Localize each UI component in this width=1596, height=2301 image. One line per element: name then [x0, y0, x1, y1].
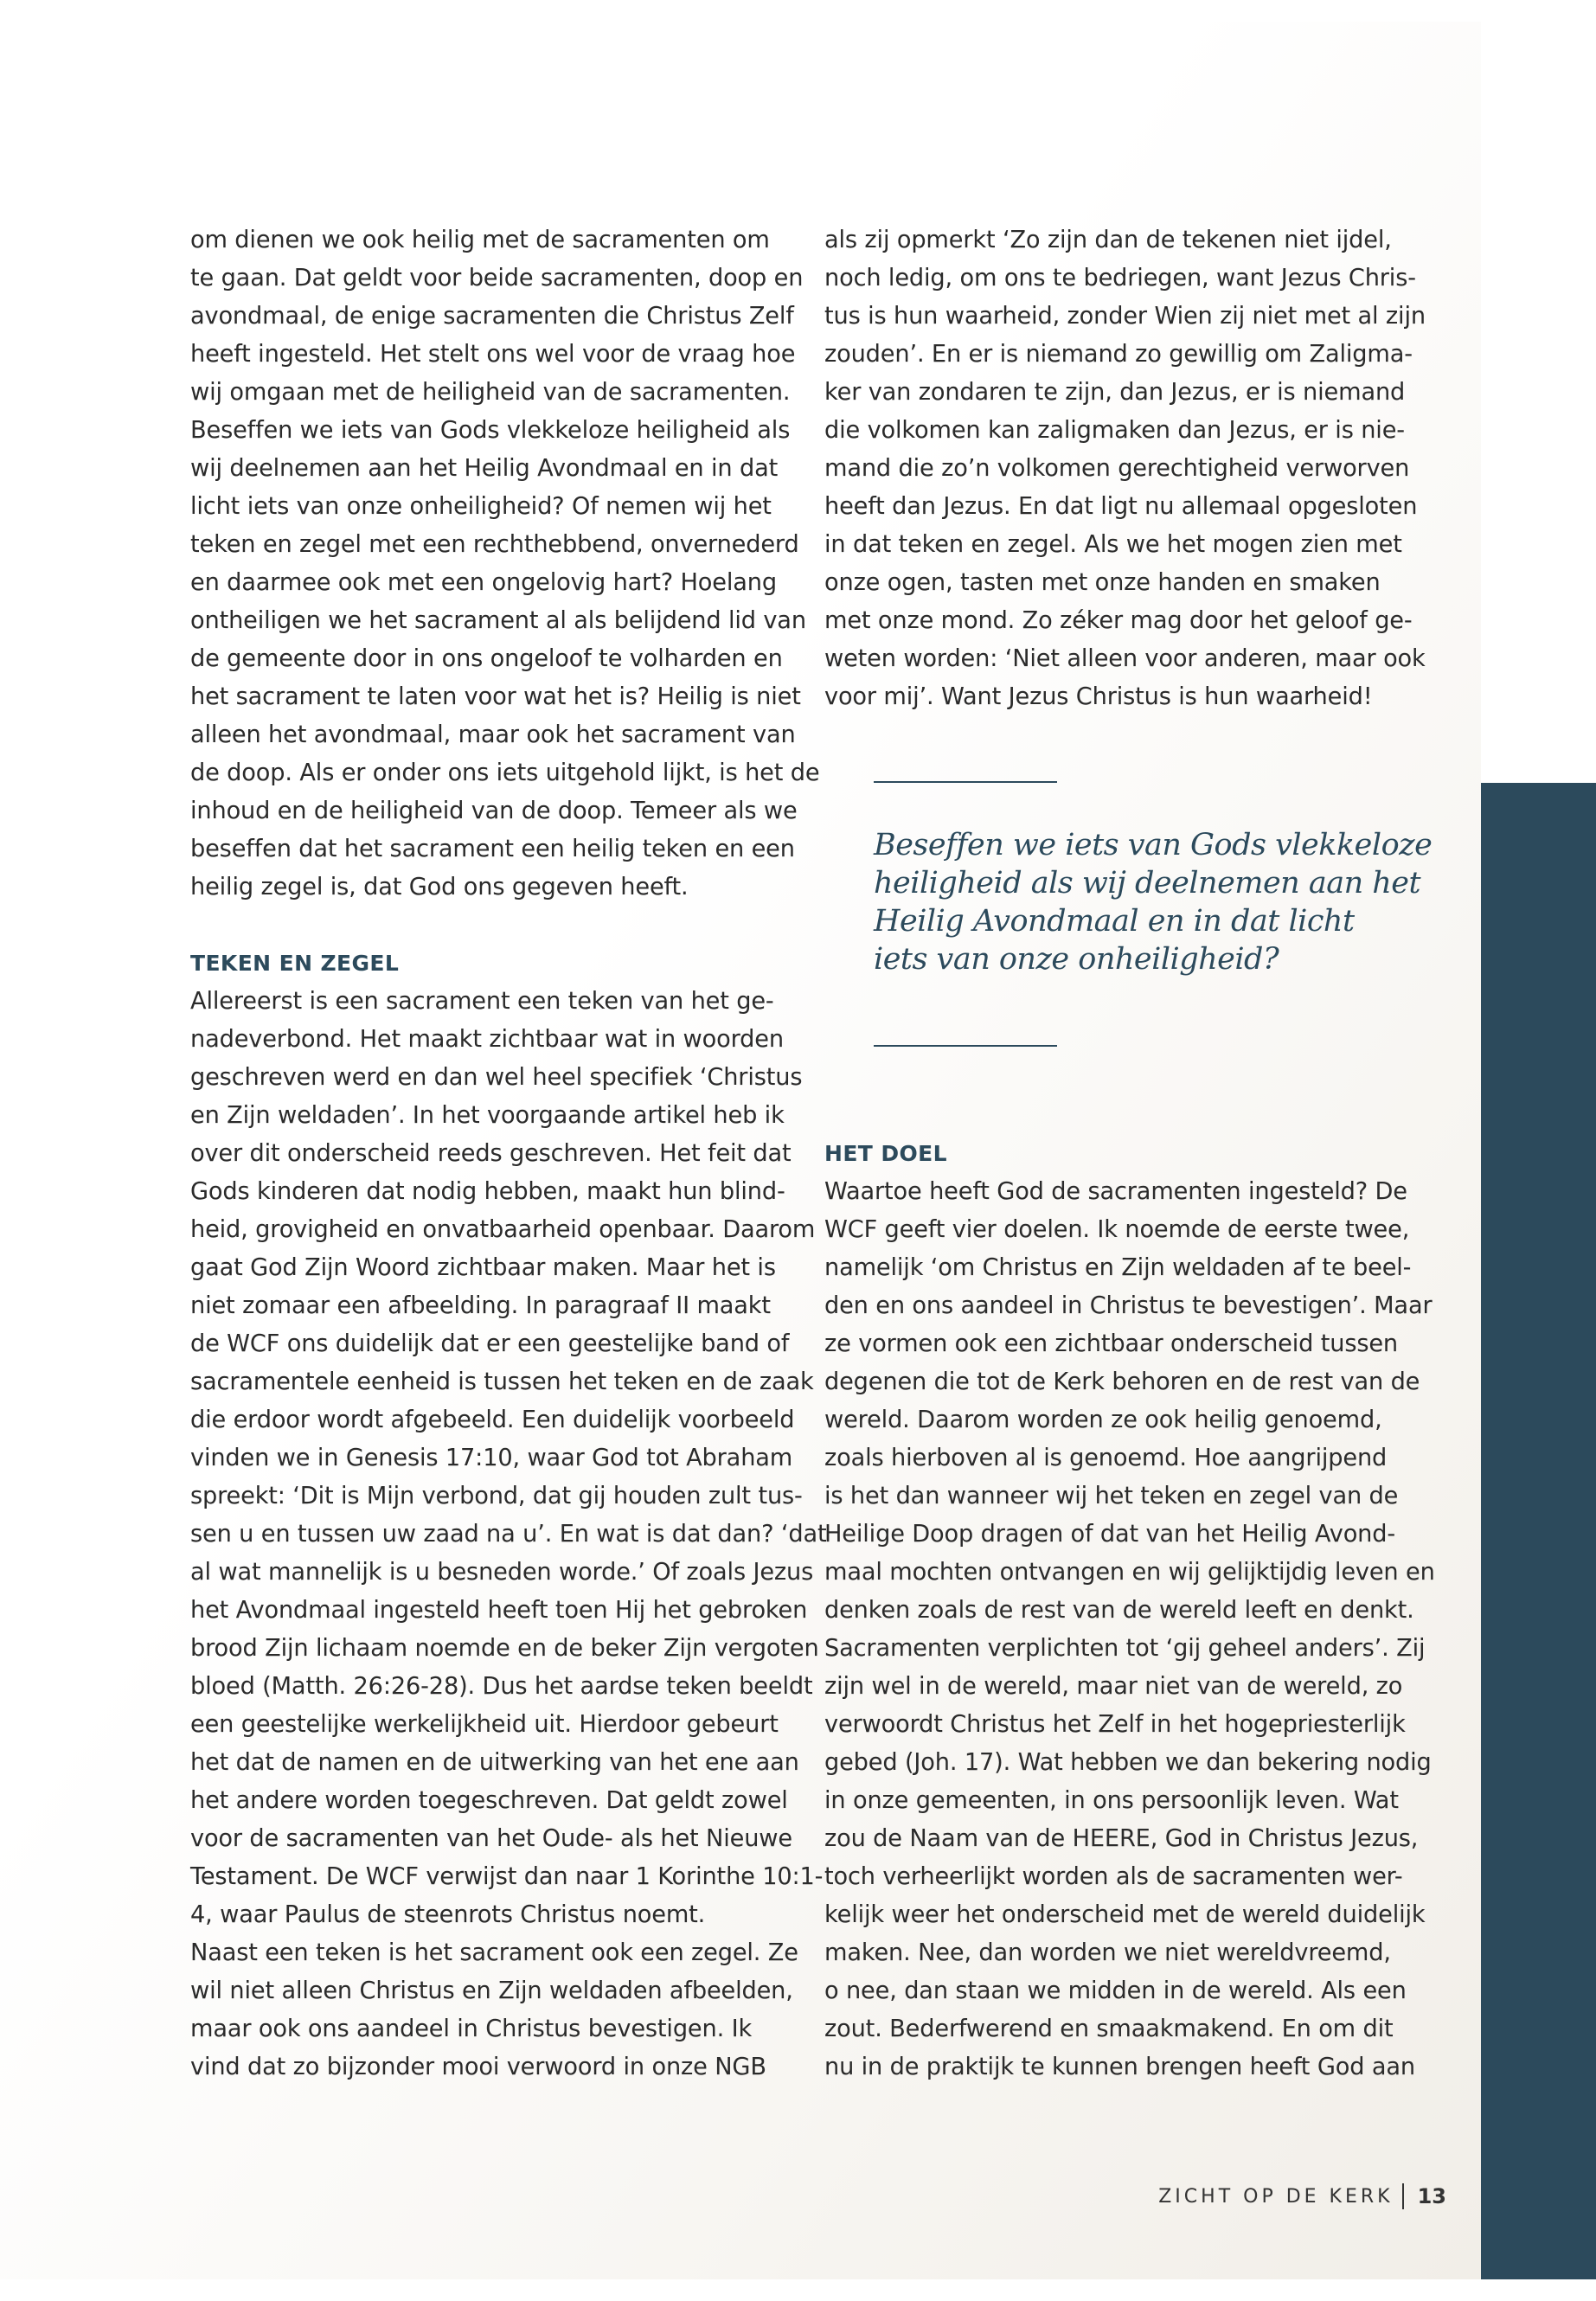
sidebar-color-bar — [1481, 783, 1596, 2279]
pull-quote-top-rule — [874, 781, 1057, 783]
text-line: heeft dan Jezus. En dat ligt nu allemaal opgesloten — [824, 493, 1418, 520]
text-line: 4, waar Paulus de steenrots Christus noemt. — [190, 1901, 706, 1928]
text-line: ker van zondaren te zijn, dan Jezus, er is niemand — [824, 379, 1406, 406]
text-line: wil niet alleen Christus en Zijn weldaden afbeelden, — [190, 1977, 793, 2004]
text-line: over dit onderscheid reeds geschreven. Het feit dat — [190, 1140, 792, 1167]
text-line: in dat teken en zegel. Als we het mogen zien met — [824, 531, 1402, 558]
text-line: gaat God Zijn Woord zichtbaar maken. Maar het is — [190, 1254, 776, 1281]
text-line: verwoordt Christus het Zelf in het hogepriesterlijk — [824, 1711, 1406, 1738]
right-section — [824, 1135, 1435, 2086]
text-line: Gods kinderen dat nodig hebben, maakt hun blind- — [190, 1178, 785, 1205]
text-line: wij omgaan met de heiligheid van de sacramenten. — [190, 379, 791, 406]
text-line: vinden we in Genesis 17:10, waar God tot Abraham — [190, 1445, 793, 1471]
text-line: de WCF ons duidelijk dat er een geestelijke band of — [190, 1330, 790, 1357]
text-line: denken zoals de rest van de wereld leeft en denkt. — [824, 1597, 1414, 1624]
text-line: spreekt: ‘Dit is Mijn verbond, dat gij houden zult tus- — [190, 1483, 803, 1509]
left-column — [190, 221, 827, 2086]
page-footer — [1158, 2183, 1446, 2209]
text-line: Waartoe heeft God de sacramenten ingesteld? De — [824, 1178, 1407, 1205]
text-line: onze ogen, tasten met onze handen en smaken — [824, 569, 1381, 596]
text-line: brood Zijn lichaam noemde en de beker Zijn vergoten — [190, 1635, 819, 1662]
text-line: in onze gemeenten, in ons persoonlijk leven. Wat — [824, 1787, 1399, 1814]
text-line: noch ledig, om ons te bedriegen, want Jezus Chris- — [824, 265, 1416, 292]
section-heading-het-doel: HET DOEL — [824, 1141, 947, 1166]
text-line: Heilig Avondmaal en in dat licht — [874, 904, 1355, 939]
text-line: het sacrament te laten voor wat het is? Heilig is niet — [190, 683, 801, 710]
text-line: maal mochten ontvangen en wij gelijktijdig leven en — [824, 1559, 1435, 1586]
text-line: namelijk ‘om Christus en Zijn weldaden af te beel- — [824, 1254, 1412, 1281]
text-line: avondmaal, de enige sacramenten die Christus Zelf — [190, 303, 794, 330]
text-line: voor mij’. Want Jezus Christus is hun waarheid! — [824, 683, 1373, 710]
text-line: heeft ingesteld. Het stelt ons wel voor de vraag hoe — [190, 341, 796, 368]
text-line: bloed (Matth. 26:26-28). Dus het aardse teken beeldt — [190, 1673, 813, 1700]
text-line: het andere worden toegeschreven. Dat geldt zowel — [190, 1787, 788, 1814]
text-line: niet zomaar een afbeelding. In paragraaf II maakt — [190, 1292, 771, 1319]
text-line: heilig zegel is, dat God ons gegeven heeft. — [190, 874, 689, 901]
text-line: Naast een teken is het sacrament ook een zegel. Ze — [190, 1939, 798, 1966]
text-line: zoals hierboven al is genoemd. Hoe aangrijpend — [824, 1445, 1388, 1471]
text-line: is het dan wanneer wij het teken en zegel van de — [824, 1483, 1399, 1509]
text-line: sen u en tussen uw zaad na u’. En wat is dat dan? ‘dat — [190, 1521, 827, 1548]
text-line: Sacramenten verplichten tot ‘gij geheel anders’. Zij — [824, 1635, 1426, 1662]
text-line: het Avondmaal ingesteld heeft toen Hij het gebroken — [190, 1597, 808, 1624]
text-line: nu in de praktijk te kunnen brengen heeft God aan — [824, 2054, 1415, 2080]
text-line: wereld. Daarom worden ze ook heilig genoemd, — [824, 1407, 1382, 1433]
text-line: de gemeente door in ons ongeloof te volharden en — [190, 645, 783, 672]
text-line: iets van onze onheiligheid? — [874, 942, 1279, 977]
text-line: weten worden: ‘Niet alleen voor anderen, maar ook — [824, 645, 1426, 672]
text-line: de doop. Als er onder ons iets uitgehold lijkt, is het de — [190, 760, 820, 786]
page-number: 13 — [1417, 2184, 1446, 2208]
text-line: als zij opmerkt ‘Zo zijn dan de tekenen niet ijdel, — [824, 227, 1392, 253]
text-line: maken. Nee, dan worden we niet wereldvreemd, — [824, 1939, 1391, 1966]
text-line: al wat mannelijk is u besneden worde.’ Of zoals Jezus — [190, 1559, 814, 1586]
text-line: gebed (Joh. 17). Wat hebben we dan bekering nodig — [824, 1749, 1432, 1776]
text-line: sacramentele eenheid is tussen het teken en de zaak — [190, 1368, 814, 1395]
text-line: Testament. De WCF verwijst dan naar 1 Korinthe 10:1- — [190, 1863, 824, 1890]
text-line: nadeverbond. Het maakt zichtbaar wat in woorden — [190, 1026, 784, 1053]
text-line: zijn wel in de wereld, maar niet van de wereld, zo — [824, 1673, 1403, 1700]
text-line: zou de Naam van de HEERE, God in Christus Jezus, — [824, 1825, 1419, 1852]
text-line: inhoud en de heiligheid van de doop. Temeer als we — [190, 798, 798, 824]
text-line: den en ons aandeel in Christus te bevestigen’. Maar — [824, 1292, 1433, 1319]
text-line: mand die zo’n volkomen gerechtigheid verworven — [824, 455, 1410, 482]
text-line: een geestelijke werkelijkheid uit. Hierdoor gebeurt — [190, 1711, 779, 1738]
text-line: tus is hun waarheid, zonder Wien zij niet met al zijn — [824, 303, 1426, 330]
text-line: Allereerst is een sacrament een teken van het ge- — [190, 988, 774, 1015]
right-section-paragraph — [824, 1173, 1435, 2086]
text-line: degenen die tot de Kerk behoren en de rest van de — [824, 1368, 1420, 1395]
right-column — [824, 221, 1426, 716]
text-line: te gaan. Dat geldt voor beide sacramenten, doop en — [190, 265, 804, 292]
text-line: Beseffen we iets van Gods vlekkeloze heiligheid als — [190, 417, 791, 444]
text-line: geschreven werd en dan wel heel specifiek ‘Christus — [190, 1064, 803, 1091]
text-line: kelijk weer het onderscheid met de wereld duidelijk — [824, 1901, 1426, 1928]
left-section-paragraph — [190, 983, 827, 2086]
pull-quote — [874, 826, 1433, 978]
text-line: zouden’. En er is niemand zo gewillig om Zaligma- — [824, 341, 1413, 368]
text-line: ze vormen ook een zichtbaar onderscheid tussen — [824, 1330, 1399, 1357]
text-line: ontheiligen we het sacrament al als belijdend lid van — [190, 607, 806, 634]
text-line: heid, grovigheid en onvatbaarheid openbaar. Daarom — [190, 1216, 816, 1243]
text-line: teken en zegel met een rechthebbend, onvernederd — [190, 531, 799, 558]
text-line: toch verheerlijkt worden als de sacramenten wer- — [824, 1863, 1403, 1890]
text-line: en Zijn weldaden’. In het voorgaande artikel heb ik — [190, 1102, 785, 1129]
text-line: licht iets van onze onheiligheid? Of nemen wij het — [190, 493, 772, 520]
text-line: vind dat zo bijzonder mooi verwoord in onze NGB — [190, 2054, 766, 2080]
text-line: die volkomen kan zaligmaken dan Jezus, er is nie- — [824, 417, 1405, 444]
pull-quote-bottom-rule — [874, 1045, 1057, 1047]
text-line: WCF geeft vier doelen. Ik noemde de eerste twee, — [824, 1216, 1410, 1243]
text-line: Heilige Doop dragen of dat van het Heilig Avond- — [824, 1521, 1396, 1548]
footer-separator — [1402, 2183, 1404, 2209]
text-line: om dienen we ook heilig met de sacramenten om — [190, 227, 770, 253]
section-heading-teken-en-zegel: TEKEN EN ZEGEL — [190, 951, 400, 976]
text-line: heiligheid als wij deelnemen aan het — [874, 866, 1421, 901]
text-line: voor de sacramenten van het Oude- als het Nieuwe — [190, 1825, 792, 1852]
text-line: met onze mond. Zo zéker mag door het geloof ge- — [824, 607, 1413, 634]
text-line: o nee, dan staan we midden in de wereld. Als een — [824, 1977, 1407, 2004]
text-line: zout. Bederfwerend en smaakmakend. En om dit — [824, 2016, 1394, 2042]
magazine-title: ZICHT OP DE KERK — [1158, 2185, 1394, 2208]
text-line: die erdoor wordt afgebeeld. Een duidelijk voorbeeld — [190, 1407, 795, 1433]
text-line: en daarmee ook met een ongelovig hart? Hoelang — [190, 569, 777, 596]
left-intro-paragraph — [190, 221, 820, 907]
text-line: wij deelnemen aan het Heilig Avondmaal en in dat — [190, 455, 779, 482]
text-line: alleen het avondmaal, maar ook het sacrament van — [190, 721, 796, 748]
text-line: Beseffen we iets van Gods vlekkeloze — [874, 828, 1433, 862]
right-intro-paragraph — [824, 221, 1426, 716]
text-line: het dat de namen en de uitwerking van het ene aan — [190, 1749, 799, 1776]
text-line: beseffen dat het sacrament een heilig teken en een — [190, 836, 795, 862]
text-line: maar ook ons aandeel in Christus bevestigen. Ik — [190, 2016, 753, 2042]
